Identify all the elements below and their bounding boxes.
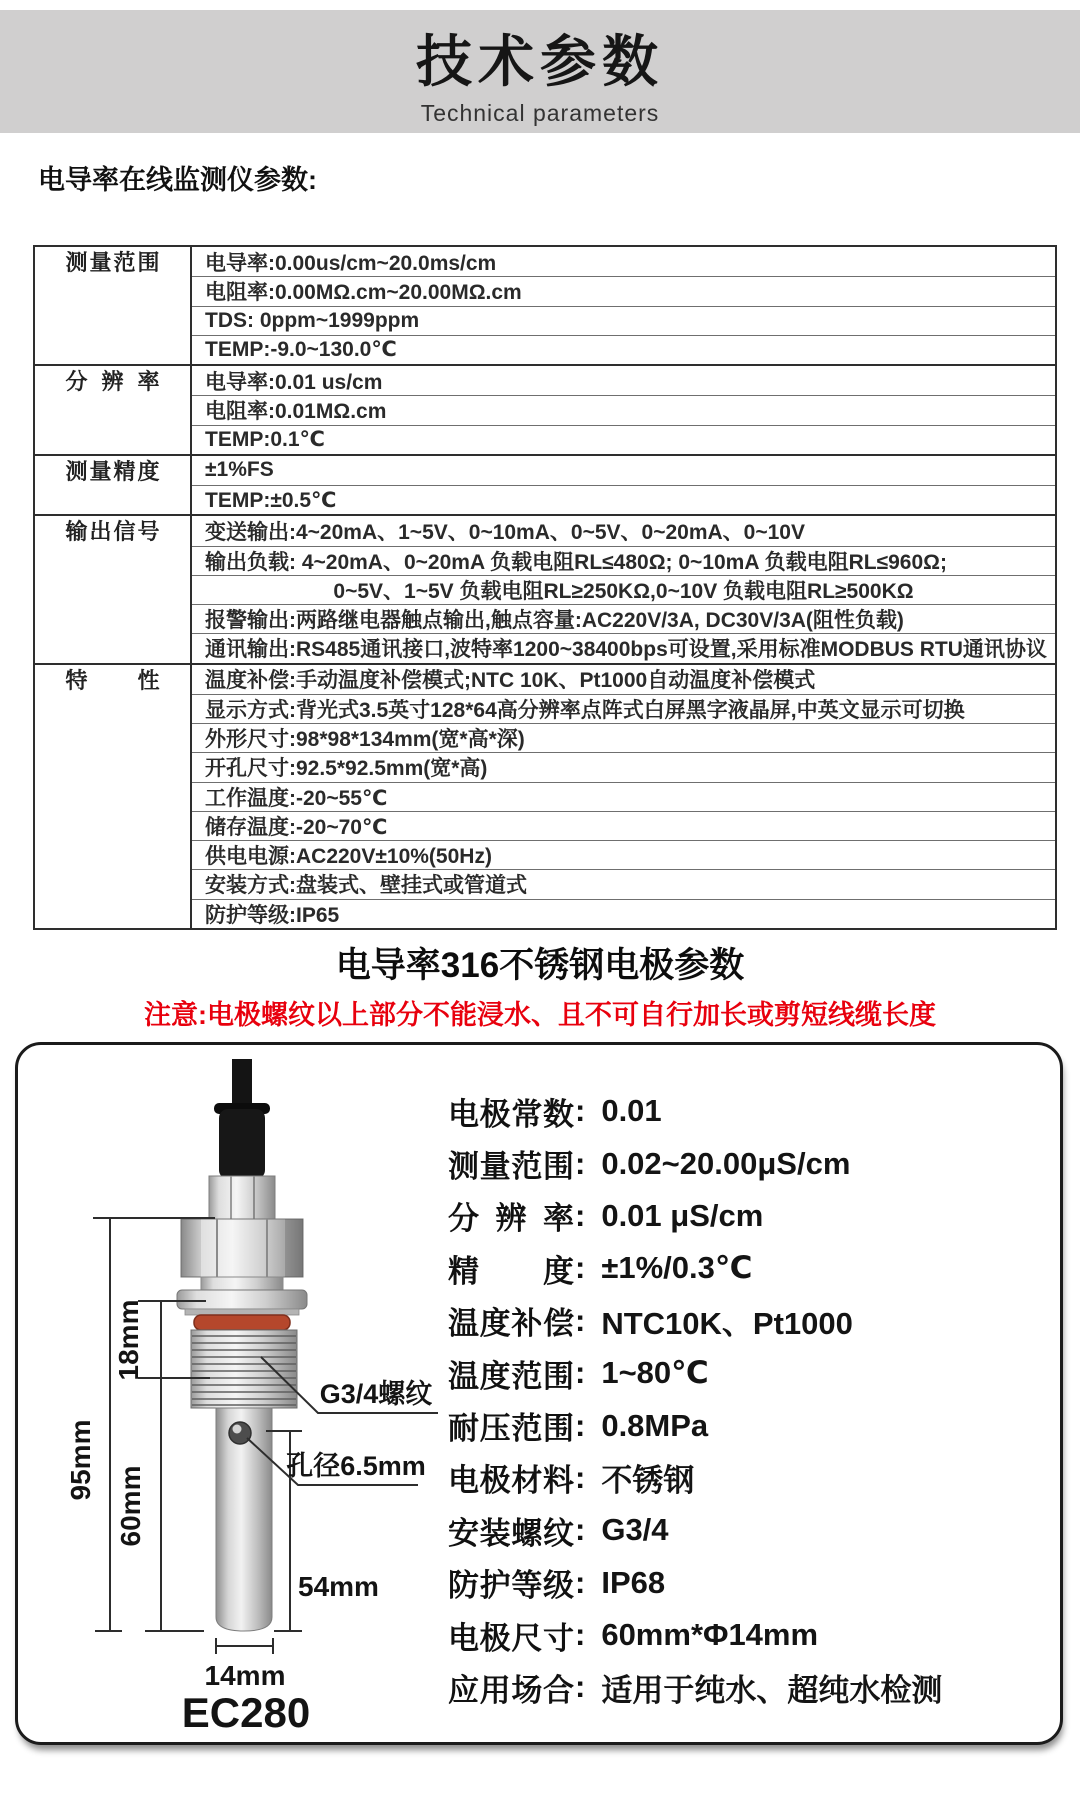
spec-label: 精度	[448, 1253, 574, 1289]
spec-label: 分辨率	[448, 1201, 574, 1237]
spec-colon: :	[575, 1197, 586, 1233]
spec-value: 0.01 μS/cm	[601, 1197, 764, 1233]
spec-label: 温度补偿	[448, 1306, 574, 1342]
table-row: 安装方式:盘装式、壁挂式或管道式	[192, 869, 1055, 898]
spec-colon: :	[575, 1145, 586, 1181]
table-row: TDS: 0ppm~1999ppm	[192, 306, 1055, 335]
spec-colon: :	[575, 1355, 586, 1391]
spec-label: 应用场合	[448, 1672, 574, 1708]
page-title: 技术参数	[416, 30, 664, 93]
spec-colon: :	[575, 1512, 586, 1548]
table-group	[35, 454, 1055, 515]
electrode-card	[15, 1042, 1063, 1745]
spec-value: IP68	[601, 1564, 666, 1600]
spec-value: 60mm*Φ14mm	[601, 1617, 819, 1653]
spec-colon: :	[575, 1093, 586, 1129]
table-row: 电阻率:0.01MΩ.cm	[192, 395, 1055, 424]
table-row: 输出负载: 4~20mA、0~20mA 负载电阻RL≤480Ω; 0~10mA 负载电阻RL≤960Ω;	[192, 546, 1055, 575]
spec-row	[448, 1557, 1048, 1609]
table-group	[35, 364, 1055, 454]
spec-colon: :	[575, 1617, 586, 1653]
table-row: 0~5V、1~5V 负载电阻RL≥250KΩ,0~10V 负载电阻RL≥500KΩ	[192, 575, 1055, 604]
warning-note: 注意:电极螺纹以上部分不能浸水、且不可自行加长或剪短线缆长度	[144, 1000, 936, 1030]
table-row: 工作温度:-20~55℃	[192, 782, 1055, 811]
table-group-label: 测量范围	[65, 250, 160, 276]
dim-thread-label: 18mm	[113, 1299, 144, 1381]
table-group-label-cell	[35, 516, 192, 662]
spec-value: 0.01	[601, 1093, 662, 1129]
table-row: 报警输出:两路继电器触点输出,触点容量:AC220V/3A, DC30V/3A(阻性负载)	[192, 604, 1055, 633]
spec-colon: :	[575, 1302, 586, 1338]
spec-value: NTC10K、Pt1000	[601, 1306, 853, 1342]
table-row: 电导率:0.00us/cm~20.0ms/cm	[205, 251, 497, 275]
electrode-diagram	[18, 1045, 448, 1745]
table-row: ±1%FS	[205, 458, 274, 482]
spec-row	[448, 1347, 1048, 1399]
table-group-label: 测量精度	[65, 458, 160, 484]
dim-shaft-label: 60mm	[115, 1465, 146, 1547]
page-header	[0, 10, 1080, 133]
table-row: 通讯输出:RS485通讯接口,波特率1200~38400bps可设置,采用标准MODBUS RTU通讯协议	[192, 633, 1055, 662]
page-subtitle: Technical parameters	[420, 100, 660, 126]
spec-label: 安装螺纹	[448, 1515, 574, 1551]
spec-colon: :	[575, 1407, 586, 1443]
table-row: 供电电源:AC220V±10%(50Hz)	[192, 840, 1055, 869]
table-group	[35, 514, 1055, 662]
table-row: 储存温度:-20~70℃	[192, 811, 1055, 840]
spec-row	[448, 1452, 1048, 1504]
spec-label: 温度范围	[448, 1358, 574, 1394]
table-row: TEMP:0.1℃	[192, 425, 1055, 454]
table-row: 电导率:0.01 us/cm	[205, 370, 383, 394]
electrode-params-title: 电导率316不锈钢电极参数	[335, 946, 745, 985]
spec-label: 电极材料	[448, 1463, 574, 1499]
dim-diameter-label: 14mm	[204, 1660, 286, 1691]
spec-value: ±1%/0.3℃	[601, 1250, 753, 1286]
spec-row	[448, 1504, 1048, 1556]
spec-row	[448, 1295, 1048, 1347]
spec-row	[448, 1137, 1048, 1189]
table-group-label-cell	[35, 247, 192, 364]
table-row: 外形尺寸:98*98*134mm(宽*高*深)	[192, 723, 1055, 752]
table-row: 显示方式:背光式3.5英寸128*64高分辨率点阵式白屏黑字液晶屏,中英文显示可切换	[192, 694, 1055, 723]
spec-colon: :	[575, 1564, 586, 1600]
spec-value: 0.02~20.00μS/cm	[601, 1145, 851, 1181]
table-row: 变送输出:4~20mA、1~5V、0~10mA、0~5V、0~20mA、0~10V	[205, 520, 805, 544]
table-row: 电阻率:0.00MΩ.cm~20.00MΩ.cm	[192, 276, 1055, 305]
spec-row	[448, 1242, 1048, 1294]
table-group-label-cell	[35, 665, 192, 928]
electrode-spec-list	[448, 1085, 1048, 1714]
spec-colon: :	[575, 1459, 586, 1495]
table-group-label: 特性	[65, 667, 160, 693]
thread-spec-label: G3/4螺纹	[319, 1379, 433, 1409]
table-row: 温度补偿:手动温度补偿模式;NTC 10K、Pt1000自动温度补偿模式	[205, 669, 816, 693]
dim-tip-label: 54mm	[298, 1571, 379, 1602]
spec-label: 测量范围	[448, 1149, 574, 1185]
table-row: 防护等级:IP65	[192, 899, 1055, 928]
table-row: TEMP:-9.0~130.0℃	[192, 335, 1055, 364]
spec-label: 耐压范围	[448, 1411, 574, 1447]
spec-label: 电极常数	[448, 1096, 574, 1132]
table-group-label: 分辨率	[65, 369, 160, 395]
spec-row	[448, 1661, 1048, 1713]
hole-spec-label: 孔径6.5mm	[286, 1451, 426, 1481]
spec-value: 1~80℃	[601, 1355, 709, 1391]
table-group-label-cell	[35, 366, 192, 454]
spec-value: 适用于纯水、超纯水检测	[601, 1672, 943, 1708]
spec-colon: :	[575, 1250, 586, 1286]
electrode-body-graphic	[177, 1176, 307, 1631]
o-ring-graphic	[194, 1315, 290, 1330]
spec-row	[448, 1609, 1048, 1661]
table-group	[35, 663, 1055, 928]
table-group-label: 输出信号	[65, 519, 160, 545]
spec-row	[448, 1085, 1048, 1137]
spec-value: G3/4	[601, 1512, 669, 1548]
spec-colon: :	[575, 1669, 586, 1705]
cable-graphic	[214, 1059, 270, 1179]
spec-row	[448, 1399, 1048, 1451]
table-row: 开孔尺寸:92.5*92.5mm(宽*高)	[192, 752, 1055, 781]
side-hole-graphic	[229, 1422, 251, 1444]
spec-value: 不锈钢	[601, 1463, 695, 1499]
meter-spec-table	[33, 245, 1057, 930]
model-label: EC280	[181, 1689, 311, 1736]
table-group-label-cell	[35, 456, 192, 515]
meter-params-heading: 电导率在线监测仪参数:	[38, 165, 317, 195]
spec-row	[448, 1190, 1048, 1242]
table-group	[35, 247, 1055, 364]
spec-value: 0.8MPa	[601, 1407, 709, 1443]
table-row: TEMP:±0.5℃	[192, 485, 1055, 514]
spec-label: 电极尺寸	[448, 1620, 574, 1656]
dim-overall-label: 95mm	[65, 1419, 96, 1501]
spec-label: 防护等级	[448, 1568, 574, 1604]
